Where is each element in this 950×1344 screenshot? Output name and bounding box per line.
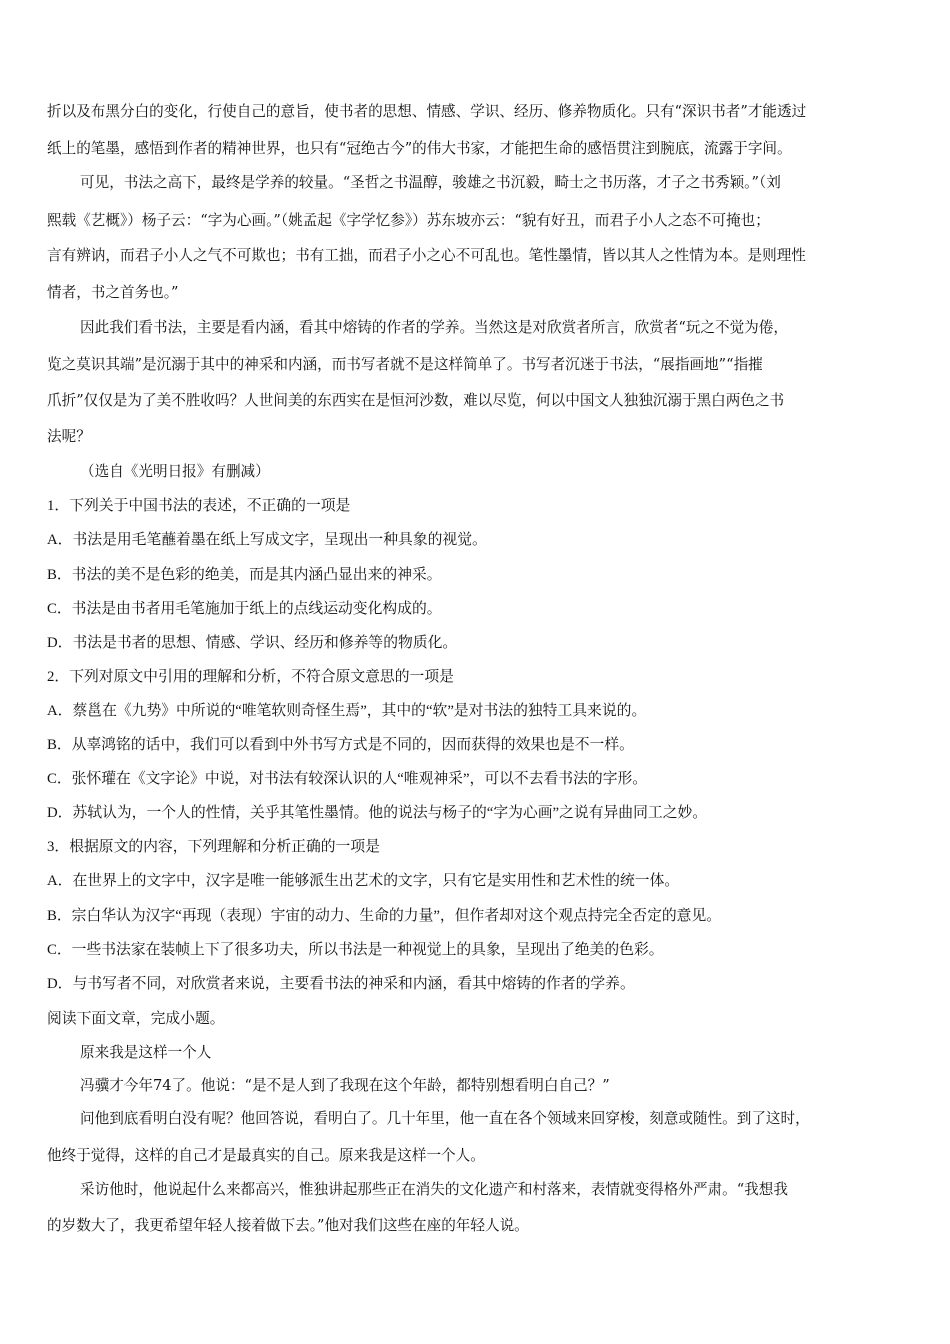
option-d: D．书法是书者的思想、情感、学识、经历和修养等的物质化。 <box>47 635 458 651</box>
question-stem: 1．下列关于中国书法的表述，不正确的一项是 <box>47 498 351 514</box>
option-a: A．在世界上的文字中，汉字是唯一能够派生出艺术的文字，只有它是实用性和艺术性的统一体。 <box>47 873 680 889</box>
passage-line: 折以及布黑分白的变化，行使自己的意旨，使书者的思想、情感、学识、经历、修养物质化。只有“深识书者”才能透过 <box>47 103 807 120</box>
article-title: 原来我是这样一个人 <box>80 1044 212 1061</box>
option-b: B．从辜鸿铭的话中，我们可以看到中外书写方式是不同的，因而获得的效果也是不一样。 <box>47 737 634 753</box>
passage-line: 采访他时，他说起什么来都高兴，惟独讲起那些正在消失的文化遗产和村落来，表情就变得格外严肃。“我想我 <box>80 1181 788 1198</box>
passage-line: 览之莫识其端”是沉溺于其中的神采和内涵，而书写者就不是这样简单了。书写者沉迷于书法，“展指画地”“指摧 <box>47 356 763 373</box>
passage-line: 冯骥才今年74了。他说：“是不是人到了我现在这个年龄，都特别想看明白自己？” <box>80 1077 610 1094</box>
passage-line: 熙载《艺概》）杨子云：“字为心画。”（姚孟起《字学忆参》）苏东坡亦云：“貌有好丑，而君子小人之态不可掩也； <box>47 212 770 229</box>
passage-line: 他终于觉得，这样的自己才是最真实的自己。原来我是这样一个人。 <box>47 1147 485 1164</box>
question-stem: 3．根据原文的内容，下列理解和分析正确的一项是 <box>47 839 380 855</box>
option-c: C．书法是由书者用毛笔施加于纸上的点线运动变化构成的。 <box>47 601 442 617</box>
passage-line: 可见，书法之高下，最终是学养的较量。“圣哲之书温醇，骏雄之书沉毅，畸士之书历落，才子之书秀颖。”（刘 <box>80 174 781 191</box>
option-b: B．书法的美不是色彩的绝美，而是其内涵凸显出来的神采。 <box>47 567 442 583</box>
option-c: C．一些书法家在装帧上下了很多功夫，所以书法是一种视觉上的具象，呈现出了绝美的色彩。 <box>47 942 664 958</box>
reading-instruction: 阅读下面文章，完成小题。 <box>47 1011 225 1027</box>
question-stem: 2．下列对原文中引用的理解和分析，不符合原文意思的一项是 <box>47 669 454 685</box>
passage-line: 法呢？ <box>47 428 91 445</box>
option-a: A．蔡邕在《九势》中所说的“唯笔软则奇怪生焉”，其中的“软”是对书法的独特工具来说的。 <box>47 703 647 719</box>
option-a: A．书法是用毛笔蘸着墨在纸上写成文字，呈现出一种具象的视觉。 <box>47 532 487 548</box>
option-b: B．宗白华认为汉字“再现（表现）宇宙的动力、生命的力量”，但作者却对这个观点持完全否定的意见。 <box>47 908 722 924</box>
passage-line: 因此我们看书法，主要是看内涵，看其中熔铸的作者的学养。当然这是对欣赏者所言，欣赏者“玩之不觉为倦， <box>80 319 788 336</box>
passage-line: 爪折”仅仅是为了美不胜收吗？人世间美的东西实在是恒河沙数，难以尽览，何以中国文人独独沉溺于黑白两色之书 <box>47 392 785 409</box>
option-d: D．苏轼认为，一个人的性情，关乎其笔性墨情。他的说法与杨子的“字为心画”之说有异曲同工之妙。 <box>47 805 708 821</box>
source-note: （选自《光明日报》有删减） <box>80 463 270 480</box>
passage-line: 情者，书之首务也。” <box>47 284 179 301</box>
passage-line: 纸上的笔墨，感悟到作者的精神世界，也只有“冠绝古今”的伟大书家，才能把生命的感悟贯注到腕底，流露于字间。 <box>47 140 792 157</box>
option-c: C．张怀瓘在《文字论》中说，对书法有较深认识的人“唯观神采”，可以不去看书法的字形。 <box>47 771 648 787</box>
option-d: D．与书写者不同，对欣赏者来说，主要看书法的神采和内涵，看其中熔铸的作者的学养。 <box>47 976 635 992</box>
passage-line: 问他到底看明白没有呢？他回答说，看明白了。几十年里，他一直在各个领域来回穿梭，刻意或随性。到了这时， <box>80 1110 810 1127</box>
passage-line: 言有辨讷，而君子小人之气不可欺也；书有工拙，而君子小之心不可乱也。笔性墨情，皆以其人之性情为本。是则理性 <box>47 247 806 264</box>
passage-line: 的岁数大了，我更希望年轻人接着做下去。”他对我们这些在座的年轻人说。 <box>47 1217 529 1234</box>
